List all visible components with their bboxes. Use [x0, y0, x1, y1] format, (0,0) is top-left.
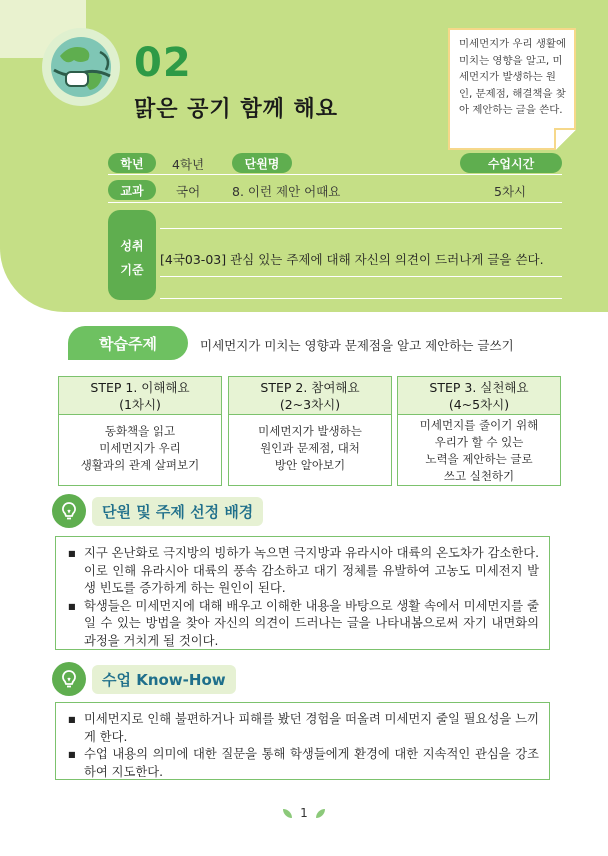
list-item: ■ 지구 온난화로 극지방의 빙하가 녹으면 극지방과 유라시아 대륙의 온도차가 감소한다. 이로 인해 유라시아 대륙의 풍속 감소하고 대기 정체를 유발하여 고농도 미세전지 발생 빈도를 증가하게 하는 원인이 된다. [68, 545, 539, 598]
divider [108, 202, 562, 203]
step-line: 생활과의 관계 살펴보기 [80, 458, 200, 472]
knowhow-title: 수업 Know-How [92, 665, 236, 694]
step-line: 미세먼지가 발생하는 [258, 424, 362, 438]
standard-text: [4국03-03] 관심 있는 주제에 대해 자신의 의견이 드러나게 글을 쓴다. [160, 252, 544, 267]
unit-label: 단원명 [232, 153, 292, 173]
page-number: 1 [300, 806, 308, 820]
lesson-title: 맑은 공기 함께 해요 [134, 97, 338, 122]
step-line: 쓰고 실천하기 [443, 469, 515, 483]
note-fold-corner [554, 128, 576, 150]
background-panel [55, 536, 550, 650]
list-item: ■ 수업 내용의 의미에 대한 질문을 통해 학생들에게 환경에 대한 지속적인 관심을 강조하여 지도한다. [68, 746, 539, 781]
leaf-icon [316, 809, 325, 818]
step-line: 방안 알아보기 [274, 458, 346, 472]
step-line: 미세먼지를 줄이기 위해 [419, 418, 539, 432]
step-card-2 [228, 376, 392, 486]
knowhow-panel [55, 702, 550, 780]
step-line: 동화책을 읽고 [104, 424, 176, 438]
step-line: 원인과 문제점, 대처 [260, 441, 360, 455]
leaf-icon [283, 809, 292, 818]
list-item: ■ 학생들은 미세먼지에 대해 배우고 이해한 내용을 바탕으로 생활 속에서 미세먼지를 줄일 수 있는 방법을 찾아 자신의 의견이 드러나는 글을 나타내봄으로써 자기 내면화의 과정을 거치게 될 것이다. [68, 598, 539, 651]
standard-label-line-1: 성취 [120, 239, 144, 253]
step-body [398, 415, 560, 485]
divider [160, 298, 562, 299]
summary-note [448, 28, 576, 150]
subject-value: 국어 [176, 184, 201, 199]
page-footer [0, 806, 608, 820]
grade-value: 4학년 [172, 157, 205, 172]
step-period: (4~5차시) [448, 397, 510, 412]
step-line: 우리가 할 수 있는 [434, 435, 524, 449]
background-title: 단원 및 주제 선정 배경 [92, 497, 263, 526]
grade-label: 학년 [108, 153, 156, 173]
unit-value: 8. 이런 제안 어때요 [232, 184, 341, 199]
step-header [398, 377, 560, 415]
time-label: 수업시간 [460, 153, 562, 173]
step-header [59, 377, 221, 415]
lesson-number: 02 [134, 40, 192, 86]
step-body [59, 415, 221, 474]
step-title: STEP 3. 실천해요 [429, 380, 529, 395]
step-period: (1차시) [119, 397, 161, 412]
divider [160, 276, 562, 277]
topic-text: 미세먼지가 미치는 영향과 문제점을 알고 제안하는 글쓰기 [200, 338, 514, 353]
globe-mask-icon [40, 26, 122, 108]
knowhow-heading [52, 662, 236, 696]
list-item: ■ 미세먼지로 인해 불편하거나 피해를 봤던 경험을 떠올려 미세먼지 줄일 필요성을 느끼게 한다. [68, 711, 539, 746]
standard-label-line-2: 기준 [120, 263, 144, 277]
step-line: 노력을 제안하는 글로 [425, 452, 533, 466]
subject-label: 교과 [108, 180, 156, 200]
step-card-1 [58, 376, 222, 486]
standard-label [108, 210, 156, 300]
step-card-3 [397, 376, 561, 486]
topic-label: 학습주제 [68, 326, 188, 360]
step-body [229, 415, 391, 474]
lightbulb-icon [52, 662, 86, 696]
background-heading [52, 494, 263, 528]
lightbulb-icon [52, 494, 86, 528]
divider [108, 174, 562, 175]
step-header [229, 377, 391, 415]
step-title: STEP 1. 이해해요 [90, 380, 190, 395]
divider [160, 228, 562, 229]
step-title: STEP 2. 참여해요 [260, 380, 360, 395]
time-value: 5차시 [494, 184, 527, 199]
step-period: (2~3차시) [279, 397, 341, 412]
summary-note-text: 미세먼지가 우리 생활에 미치는 영향을 알고, 미세먼지가 발생하는 원인, 문제점, 해결책을 찾아 제안하는 글을 쓴다. [459, 38, 566, 116]
step-line: 미세먼지가 우리 [99, 441, 181, 455]
